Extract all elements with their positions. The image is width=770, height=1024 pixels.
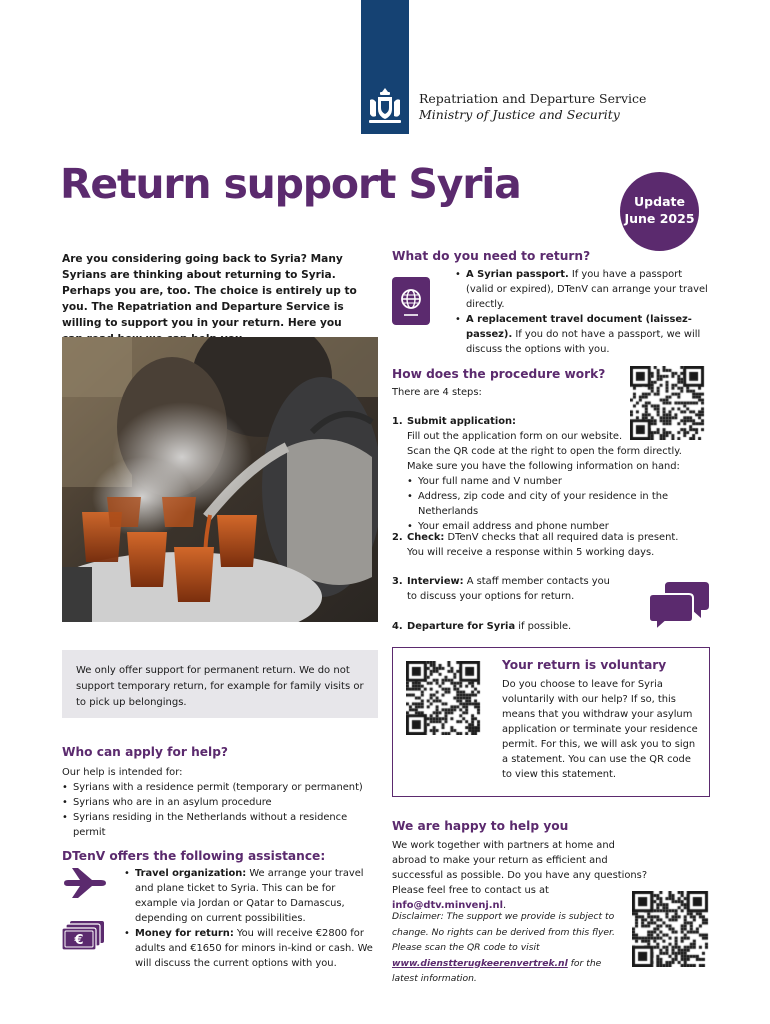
help-heading: We are happy to help you <box>392 819 569 833</box>
procedure-step-4 <box>392 619 642 634</box>
help-email-link[interactable]: info@dtv.minvenj.nl <box>392 900 503 911</box>
who-section <box>62 765 382 840</box>
qr-code-icon[interactable] <box>406 661 482 735</box>
assistance-heading: DTenV offers the following assistance: <box>62 849 326 863</box>
list-item <box>455 312 711 357</box>
svg-text:€: € <box>74 933 84 948</box>
step-2-label: Check: <box>407 532 445 543</box>
intro-paragraph: Are you considering going back to Syria? Many Syrians are thinking about returning to Syria. Perhaps you are, too. The choice is entirely up to you. The Repatriation and Departure Service is willing to support you in your return. Here you <box>62 253 357 329</box>
step-3-line: to discuss your options for return. <box>407 591 575 602</box>
euro-money-icon <box>62 919 106 951</box>
badge-line-2: June 2025 <box>624 211 695 226</box>
disclaimer-body: Disclaimer: The support we provide is subject to change. No rights can be derived from this flyer. Please scan the QR code to visit <box>392 911 615 953</box>
need-list <box>455 267 711 357</box>
disclaimer-text <box>392 909 626 987</box>
money-label: Money for return: <box>135 928 234 939</box>
help-body-end: . <box>502 900 507 911</box>
step-number: 3. <box>392 576 403 587</box>
need-item-2-label: A replacement travel document (laissez-passez). <box>466 314 692 340</box>
step-4-label: Departure for Syria <box>407 621 516 632</box>
notice-box <box>62 650 378 718</box>
tea-photo <box>62 337 378 622</box>
list-item: • Your email address and phone number <box>407 519 722 534</box>
passport-icon <box>392 277 430 325</box>
step-1-line: Scan the QR code at the right to open the form directly. <box>407 446 682 457</box>
travel-text: We arrange your travel and plane ticket to Syria. This can be for example via Jordan or Qatar to Damascus, depending on current possibilities. <box>135 868 364 924</box>
page-title: Return support Syria <box>60 160 521 208</box>
disclaimer-body-end: for the latest information. <box>392 957 602 984</box>
who-heading: Who can apply for help? <box>62 745 228 759</box>
chat-bubbles-icon <box>649 580 709 630</box>
travel-label: Travel organization: <box>135 868 247 879</box>
need-item-1-text: If you have a passport (valid or expired), DTenV can arrange your travel directly. <box>466 269 708 310</box>
step-3-label: Interview: <box>407 576 464 587</box>
badge-line-1: Update <box>634 194 685 209</box>
help-body: We work together with partners at home and abroad to make your return as efficient and successful as possible. Do you have any questions? Please feel free to contact us at <box>392 840 648 896</box>
who-list <box>62 780 382 840</box>
list-item <box>124 926 374 971</box>
step-1-list <box>407 474 722 534</box>
org-ministry-name: Ministry of Justice and Security <box>419 107 620 122</box>
airplane-icon <box>62 866 108 900</box>
step-2-line: You will receive a response within 5 working days. <box>407 547 655 558</box>
notice-text: We only offer support for permanent return. We do not support temporary return, for example for family visits or to pick up belongings. <box>76 665 364 708</box>
update-badge <box>620 172 699 251</box>
step-2-text: DTenV checks that all required data is present. <box>444 532 679 543</box>
organization-name <box>419 91 646 123</box>
list-item: • Syrians with a residence permit (temporary or permanent) <box>62 780 382 795</box>
list-item: • Syrians residing in the Netherlands without a residence permit <box>62 810 382 840</box>
need-item-1-label: A Syrian passport. <box>466 269 569 280</box>
need-item-2-text: If you do not have a passport, we will discuss the options with you. <box>466 329 701 355</box>
step-1-line: Fill out the application form on our website. <box>407 431 623 442</box>
list-item <box>124 866 374 926</box>
procedure-heading: How does the procedure work? <box>392 367 606 381</box>
list-item: • Your full name and V number <box>407 474 722 489</box>
list-item <box>455 267 711 312</box>
need-heading: What do you need to return? <box>392 249 591 263</box>
crest-icon <box>366 86 404 126</box>
money-text: You will receive €2800 for adults and €1650 for minors in-kind or cash. We will discuss the current options with you. <box>135 928 373 969</box>
step-1-label: Submit application: <box>407 416 517 427</box>
procedure-step-1 <box>392 414 722 534</box>
assistance-list <box>124 866 374 971</box>
procedure-lead: There are 4 steps: <box>392 387 482 398</box>
step-number: 1. <box>392 416 403 427</box>
org-service-name: Repatriation and Departure Service <box>419 91 647 106</box>
step-3-text: A staff member contacts you <box>463 576 610 587</box>
step-number: 2. <box>392 532 403 543</box>
who-lead: Our help is intended for: <box>62 767 183 778</box>
procedure-step-3 <box>392 574 642 604</box>
step-number: 4. <box>392 621 403 632</box>
help-text <box>392 838 652 913</box>
qr-code-icon[interactable] <box>632 891 710 967</box>
list-item: • Syrians who are in an asylum procedure <box>62 795 382 810</box>
list-item: • Address, zip code and city of your residence in the Netherlands <box>407 489 722 519</box>
voluntary-heading: Your return is voluntary <box>502 658 667 672</box>
voluntary-text: Do you choose to leave for Syria voluntarily with our help? If so, this means that you withdraw your asylum application or terminate your residence permit. For this, we will ask you to sign a statement. You can use the QR code to view this statement. <box>502 679 698 780</box>
step-1-line: Make sure you have the following information on hand: <box>407 461 680 472</box>
disclaimer-website-link[interactable]: www.dienstterugkeerenvertrek.nl <box>392 957 568 969</box>
procedure-step-2 <box>392 530 722 560</box>
step-4-text: if possible. <box>515 621 572 632</box>
